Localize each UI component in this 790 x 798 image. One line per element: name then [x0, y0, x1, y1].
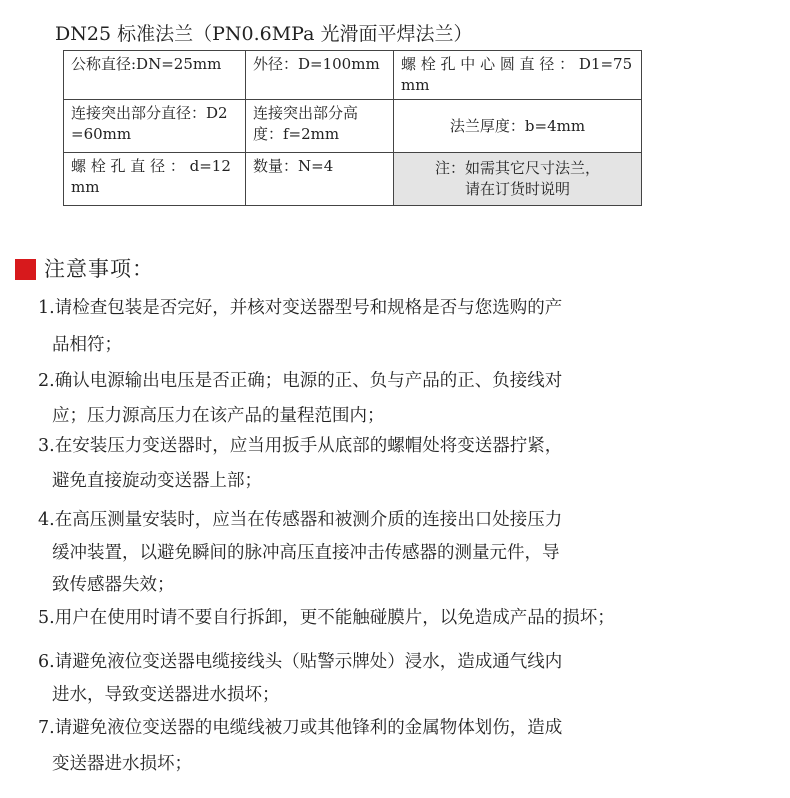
notice-title: 注意事项： [44, 257, 154, 281]
table-cell: 连接突出部分直径：D2=60mm [64, 100, 246, 153]
notice-line: 5.用户在使用时请不要自行拆卸，更不能触碰膜片，以免造成产品的损坏； [38, 608, 615, 628]
order-note-cell [394, 153, 642, 206]
notice-line: 变送器进水损坏； [52, 754, 192, 774]
table-cell: 螺 栓 孔 中 心 圆 直 径 ： D1=75mm [394, 51, 642, 100]
notice-line: 6.请避免液位变送器电缆接线头（贴警示牌处）浸水，造成通气线内 [38, 652, 563, 672]
table-cell: 螺 栓 孔 直 径 ： d=12mm [64, 153, 246, 206]
notice-line: 2.确认电源输出电压是否正确；电源的正、负与产品的正、负接线对 [38, 371, 563, 391]
spec-title: DN25 标准法兰（PN0.6MPa 光滑面平焊法兰） [55, 23, 473, 45]
notice-line: 进水，导致变送器进水损坏； [52, 685, 280, 705]
notice-header [15, 254, 154, 284]
order-note-line: 注：如需其它尺寸法兰， [434, 159, 600, 177]
notice-line: 7.请避免液位变送器的电缆线被刀或其他锋利的金属物体划伤，造成 [38, 718, 563, 738]
table-cell: 公称直径:DN=25mm [64, 51, 246, 100]
table-row [64, 51, 642, 100]
section-marker-icon [15, 259, 36, 280]
table-cell: 法兰厚度：b=4mm [394, 100, 642, 153]
spec-table [63, 50, 642, 206]
notice-line: 致传感器失效； [52, 575, 175, 595]
order-note-line: 请在订货时说明 [464, 180, 570, 198]
notice-line: 缓冲装置，以避免瞬间的脉冲高压直接冲击传感器的测量元件，导 [52, 543, 560, 563]
table-cell: 数量：N=4 [246, 153, 394, 206]
table-cell: 外径：D=100mm [246, 51, 394, 100]
notice-line: 应；压力源高压力在该产品的量程范围内； [52, 406, 385, 426]
notice-line: 3.在安装压力变送器时，应当用扳手从底部的螺帽处将变送器拧紧， [38, 436, 563, 456]
notice-line: 1.请检查包装是否完好，并核对变送器型号和规格是否与您选购的产 [38, 298, 563, 318]
table-row [64, 153, 642, 206]
table-row [64, 100, 642, 153]
notice-line: 品相符； [52, 335, 122, 355]
notice-line: 4.在高压测量安装时，应当在传感器和被测介质的连接出口处接压力 [38, 510, 563, 530]
table-cell: 连接突出部分高度：f=2mm [246, 100, 394, 153]
notice-line: 避免直接旋动变送器上部； [52, 471, 262, 491]
